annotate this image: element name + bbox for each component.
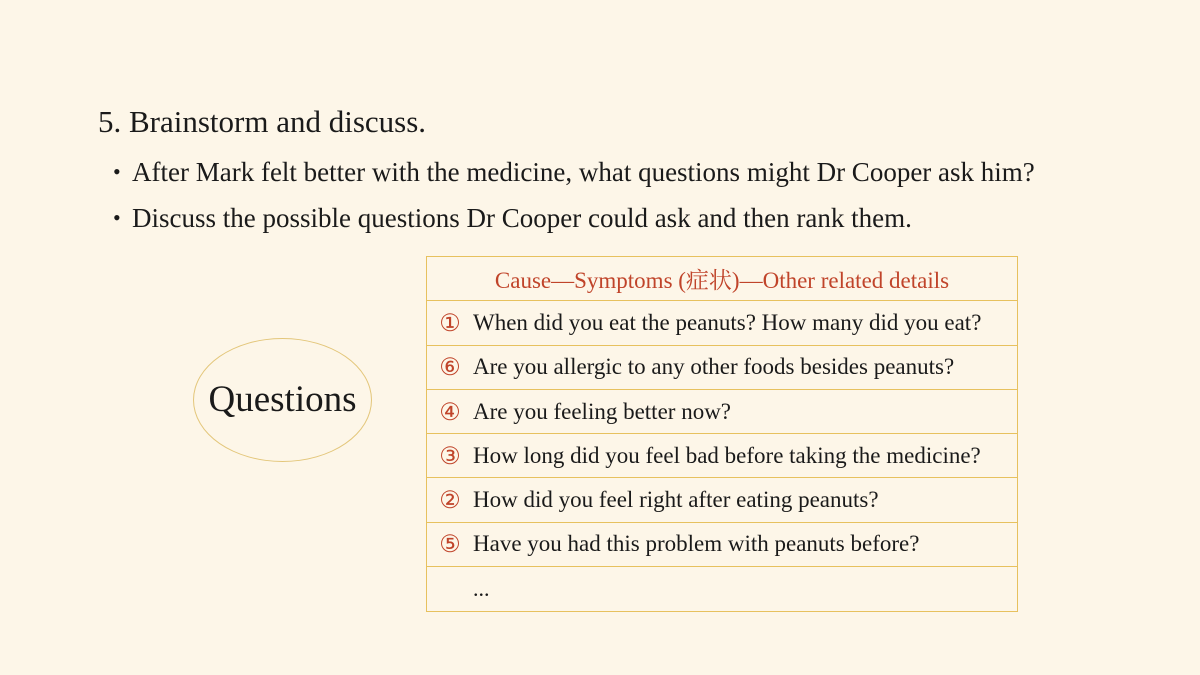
bullet-text: Discuss the possible questions Dr Cooper could ask and then rank them. xyxy=(132,203,912,233)
bullet-item xyxy=(113,154,1035,190)
bullet-item xyxy=(113,200,912,236)
ellipsis-text: ... xyxy=(473,576,490,602)
question-text: Have you had this problem with peanuts before? xyxy=(473,531,920,557)
bullet-marker: • xyxy=(113,159,121,184)
rank-number: ⑤ xyxy=(439,530,461,559)
question-text: How did you feel right after eating peanuts? xyxy=(473,487,879,513)
table-header-text: Cause—Symptoms (症状)—Other related details xyxy=(494,268,950,294)
table-row xyxy=(427,346,1017,390)
bullet-text: After Mark felt better with the medicine, what questions might Dr Cooper ask him? xyxy=(132,157,1035,187)
question-text: Are you feeling better now? xyxy=(473,398,732,424)
table-row xyxy=(427,523,1017,567)
table-row xyxy=(427,478,1017,522)
question-text: How long did you feel bad before taking the medicine? xyxy=(473,442,981,468)
table-row xyxy=(427,390,1017,434)
oval-label: Questions xyxy=(208,379,357,420)
rank-number: ① xyxy=(439,308,461,337)
table-header xyxy=(427,257,1017,301)
questions-table xyxy=(426,256,1018,612)
rank-number: ④ xyxy=(439,397,461,426)
section-heading: 5. Brainstorm and discuss. xyxy=(98,104,427,139)
question-text: Are you allergic to any other foods besides peanuts? xyxy=(473,354,955,380)
rank-number: ② xyxy=(439,486,461,515)
questions-oval xyxy=(193,338,372,462)
table-row xyxy=(427,434,1017,478)
table-row xyxy=(427,301,1017,345)
rank-number: ③ xyxy=(439,441,461,470)
question-text: When did you eat the peanuts? How many did you eat? xyxy=(473,309,982,335)
rank-number: ⑥ xyxy=(439,353,461,382)
table-row-ellipsis xyxy=(427,567,1017,611)
bullet-marker: • xyxy=(113,205,121,230)
